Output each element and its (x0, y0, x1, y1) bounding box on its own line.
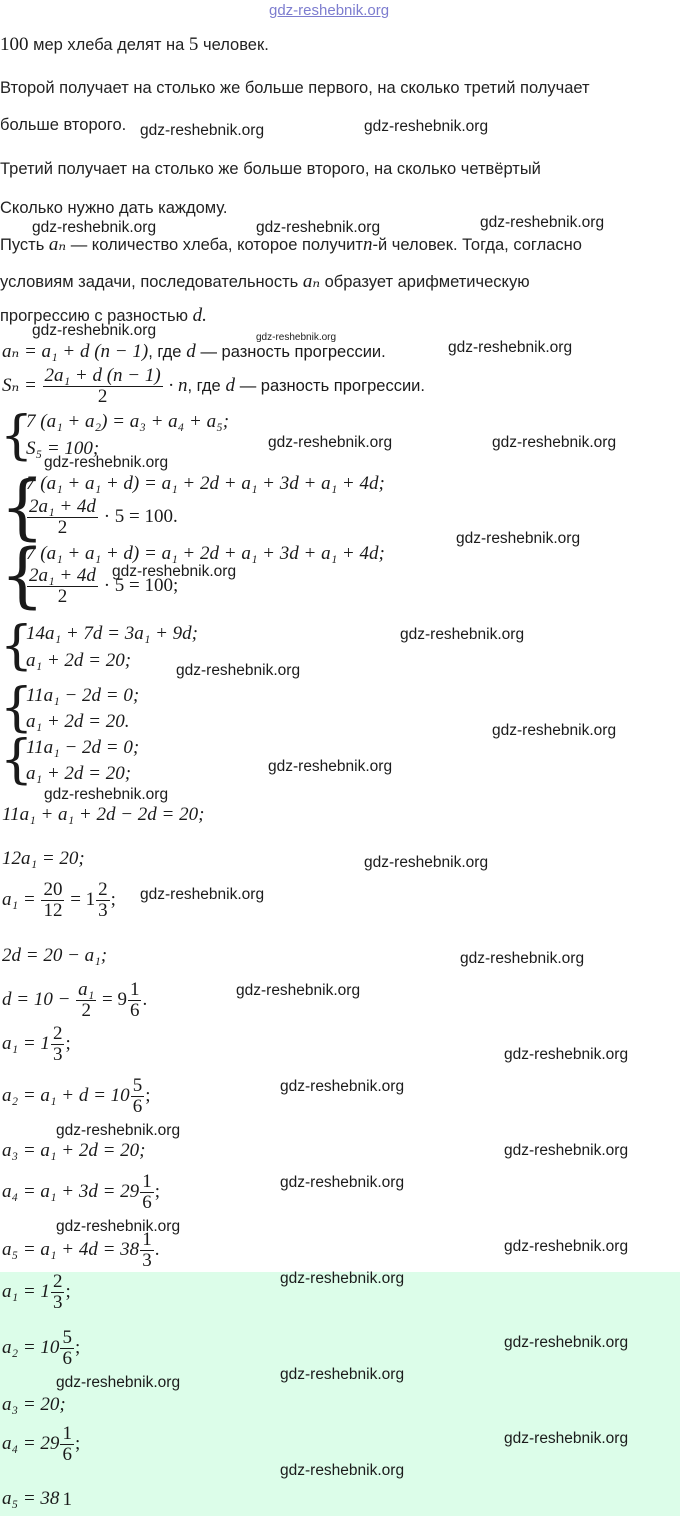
answer-a1 (2, 1272, 71, 1313)
system-2-line-1: 7 (a₁ + a₁ + d) = a₁ + 2d + a₁ + 3d + a₁ + 4d; (26, 473, 385, 494)
value-a1-fd: 3 (52, 1043, 63, 1065)
system-6-line-1: 11a₁ − 2d = 0; (26, 737, 140, 758)
step-1: 11a₁ + a₁ + 2d − 2d = 20; (2, 804, 205, 825)
problem-line-3: больше второго. (0, 116, 127, 134)
system-2-brace: { (0, 466, 45, 548)
system-4-brace: { (0, 616, 34, 676)
step-5-lhs: d = 10 − (2, 988, 71, 1010)
watermark: gdz-reshebnik.org (280, 1462, 405, 1479)
value-a2-fn: 5 (132, 1075, 143, 1096)
let-text-c: -й человек. Тогда, согласно (372, 236, 582, 254)
problem-line-1 (0, 34, 269, 56)
watermark-small: gdz-reshebnik.org (256, 332, 337, 343)
watermark: gdz-reshebnik.org (112, 563, 237, 580)
answer-a4-end: ; (74, 1432, 81, 1454)
watermark: gdz-reshebnik.org (44, 786, 169, 803)
system-2-line-2 (26, 497, 178, 538)
problem-text-1b: человек. (203, 36, 269, 54)
system-4-line-1: 14a₁ + 7d = 3a₁ + 9d; (26, 623, 199, 644)
var-d: d. (192, 305, 207, 326)
value-a1-end: ; (65, 1032, 71, 1054)
value-a5-frac (140, 1230, 154, 1271)
step-5-den: 2 (76, 1000, 96, 1021)
prog-text: прогрессию с разностью (0, 307, 188, 325)
cond-text-b: образует арифметическую (324, 273, 530, 291)
system-4-line-2: a₁ + 2d = 20; (26, 650, 132, 671)
watermark: gdz-reshebnik.org (280, 1078, 405, 1095)
watermark: gdz-reshebnik.org (56, 1218, 181, 1235)
value-a1-lhs: a₁ = 1 (2, 1032, 50, 1054)
formula-sn-rhs: · n (168, 374, 188, 396)
watermark: gdz-reshebnik.org (268, 434, 393, 451)
system-6-brace: { (0, 730, 34, 790)
answer-a5-fn: 1 (62, 1488, 72, 1510)
formula-an-expr: aₙ = a₁ + d (n − 1) (2, 341, 149, 362)
value-a5-fn: 1 (142, 1229, 152, 1250)
watermark: gdz-reshebnik.org (32, 219, 157, 236)
watermark: gdz-reshebnik.org (140, 122, 265, 139)
system-1-line-2: S₅ = 100; (26, 438, 100, 459)
watermark: gdz-reshebnik.org (492, 434, 617, 451)
step-5 (2, 980, 147, 1021)
value-a2-frac (131, 1076, 145, 1117)
system-6-line-2: a₁ + 2d = 20; (26, 763, 132, 784)
watermark: gdz-reshebnik.org (504, 1142, 629, 1159)
system-5-line-1: 11a₁ − 2d = 0; (26, 685, 140, 706)
step-3-eq: = 1 (70, 888, 96, 910)
watermark: gdz-reshebnik.org (176, 662, 301, 679)
answer-a3: a₃ = 20; (2, 1394, 66, 1415)
value-a2-end: ; (145, 1084, 151, 1106)
value-a5-fd: 3 (142, 1249, 152, 1271)
let-text: Пусть (0, 236, 45, 254)
watermark: gdz-reshebnik.org (32, 322, 157, 339)
watermark: gdz-reshebnik.org (140, 886, 265, 903)
formula-sn (2, 366, 425, 407)
step-5-frac (76, 980, 96, 1021)
answer-a5-lhs: a₅ = 38 (2, 1488, 60, 1509)
value-a4-fn: 1 (142, 1171, 152, 1192)
system-2-den: 2 (27, 517, 98, 538)
answer-a4-frac (60, 1424, 74, 1465)
formula-sn-den: 2 (43, 386, 163, 407)
problem-line-4: Третий получает на столько же больше второго, на сколько четвёртый (0, 160, 541, 178)
formula-sn-tail2: — разность прогрессии. (239, 376, 425, 395)
watermark: gdz-reshebnik.org (56, 1122, 181, 1139)
formula-an-tail2: — разность прогрессии. (200, 343, 386, 361)
watermark: gdz-reshebnik.org (504, 1430, 629, 1447)
answer-a5 (2, 1488, 75, 1510)
step-5-fd: 6 (129, 999, 140, 1021)
problem-text-1: мер хлеба делят на (33, 36, 185, 54)
value-a3: a₃ = a₁ + 2d = 20; (2, 1140, 146, 1161)
answer-a1-end: ; (65, 1280, 71, 1302)
system-3-frac (27, 566, 98, 607)
watermark: gdz-reshebnik.org (364, 854, 489, 871)
value-a4-end: ; (154, 1180, 160, 1202)
var-d-3: d (225, 374, 235, 396)
problem-line-5: Сколько нужно дать каждому. (0, 199, 228, 217)
value-a5 (2, 1230, 159, 1271)
value-a1-fn: 2 (52, 1023, 63, 1044)
system-2-rhs: · 5 = 100. (103, 505, 178, 527)
answer-a2-lhs: a₂ = 10 (2, 1336, 60, 1358)
watermark: gdz-reshebnik.org (256, 219, 381, 236)
formula-sn-tail: , где (187, 376, 221, 395)
answer-a2 (2, 1328, 80, 1369)
step-5-frac-2 (128, 980, 142, 1021)
var-n: n (362, 234, 373, 255)
system-3-line-1: 7 (a₁ + a₁ + d) = a₁ + 2d + a₁ + 3d + a₁ + 4d; (26, 543, 385, 564)
system-3-den: 2 (27, 586, 98, 607)
watermark: gdz-reshebnik.org (504, 1046, 629, 1063)
step-3-fd: 3 (98, 899, 108, 921)
watermark: gdz-reshebnik.org (400, 626, 525, 643)
watermark: gdz-reshebnik.org (480, 214, 605, 231)
solution-cond (0, 270, 530, 293)
formula-sn-num: 2a₁ + d (n − 1) (44, 365, 161, 386)
step-3-den: 12 (43, 899, 63, 921)
system-5-line-2: a₁ + 2d = 20. (26, 711, 130, 732)
step-3 (2, 880, 116, 921)
answer-a2-end: ; (74, 1336, 81, 1358)
value-a4-frac (140, 1172, 154, 1213)
value-a4-lhs: a₄ = a₁ + 3d = 29 (2, 1180, 140, 1202)
system-1-line-1: 7 (a₁ + a₂) = a₃ + a₄ + a₅; (26, 411, 230, 432)
formula-an (2, 340, 386, 363)
formula-an-tail: , где (148, 343, 182, 361)
step-3-frac (41, 880, 64, 921)
step-5-num: a₁ (78, 979, 95, 1000)
step-5-end: . (142, 988, 148, 1010)
answer-a1-frac (51, 1272, 65, 1313)
watermark: gdz-reshebnik.org (504, 1334, 629, 1351)
value-a5-end: . (154, 1238, 160, 1260)
system-1-brace: { (0, 406, 34, 466)
step-3-frac-2 (96, 880, 110, 921)
watermark: gdz-reshebnik.org (460, 950, 585, 967)
value-a4-fd: 6 (142, 1191, 152, 1213)
value-a5-lhs: a₅ = a₁ + 4d = 38 (2, 1238, 140, 1260)
system-3-rhs: · 5 = 100; (103, 574, 179, 596)
watermark: gdz-reshebnik.org (280, 1366, 405, 1383)
system-2-frac (27, 497, 98, 538)
answer-a4-fd: 6 (62, 1443, 72, 1465)
watermark-top[interactable]: gdz-reshebnik.org (269, 2, 390, 19)
system-5-brace: { (0, 678, 34, 738)
answer-a1-lhs: a₁ = 1 (2, 1280, 50, 1302)
answer-a2-fd: 6 (62, 1347, 72, 1369)
value-a2-lhs: a₂ = a₁ + d = 10 (2, 1084, 130, 1106)
answer-a4-fn: 1 (62, 1423, 72, 1444)
watermark: gdz-reshebnik.org (236, 982, 361, 999)
cond-text: условиям задачи, последовательность (0, 273, 299, 291)
step-3-end: ; (110, 888, 116, 910)
answer-a4 (2, 1424, 80, 1465)
answer-a1-fd: 3 (52, 1291, 63, 1313)
answer-a1-fn: 2 (52, 1271, 63, 1292)
watermark: gdz-reshebnik.org (44, 454, 169, 471)
watermark: gdz-reshebnik.org (492, 722, 617, 739)
let-text-b: — количество хлеба, которое получит (70, 236, 363, 254)
watermark: gdz-reshebnik.org (364, 118, 489, 135)
num-100: 100 (0, 34, 29, 55)
step-5-fn: 1 (129, 979, 140, 1000)
value-a1-frac (51, 1024, 65, 1065)
value-a1 (2, 1024, 71, 1065)
step-5-eq: = 9 (102, 988, 127, 1010)
var-an-2: aₙ (302, 271, 321, 292)
step-3-num: 20 (43, 879, 63, 900)
watermark: gdz-reshebnik.org (280, 1270, 405, 1287)
watermark: gdz-reshebnik.org (56, 1374, 181, 1391)
system-2-num: 2a₁ + 4d (29, 496, 96, 517)
var-an: aₙ (48, 234, 67, 255)
value-a2 (2, 1076, 150, 1117)
answer-a4-lhs: a₄ = 29 (2, 1432, 60, 1454)
step-3-fn: 2 (98, 879, 108, 900)
formula-sn-frac (43, 366, 163, 407)
problem-line-2: Второй получает на столько же больше первого, на сколько третий получает (0, 79, 590, 97)
formula-sn-lhs: Sₙ = (2, 374, 37, 396)
var-d-2: d (186, 341, 196, 362)
step-2: 12a₁ = 20; (2, 848, 85, 869)
answer-a2-fn: 5 (62, 1327, 72, 1348)
system-3-brace: { (0, 534, 45, 616)
step-3-lhs: a₁ = (2, 888, 36, 910)
answer-a2-frac (60, 1328, 74, 1369)
watermark: gdz-reshebnik.org (280, 1174, 405, 1191)
watermark: gdz-reshebnik.org (268, 758, 393, 775)
watermark: gdz-reshebnik.org (448, 339, 573, 356)
watermark: gdz-reshebnik.org (504, 1238, 629, 1255)
answer-a5-frac (60, 1490, 74, 1510)
value-a4 (2, 1172, 160, 1213)
watermark: gdz-reshebnik.org (456, 530, 581, 547)
value-a2-fd: 6 (132, 1095, 143, 1117)
num-5: 5 (188, 34, 199, 55)
step-4: 2d = 20 − a₁; (2, 945, 108, 966)
system-3-num: 2a₁ + 4d (29, 565, 96, 586)
